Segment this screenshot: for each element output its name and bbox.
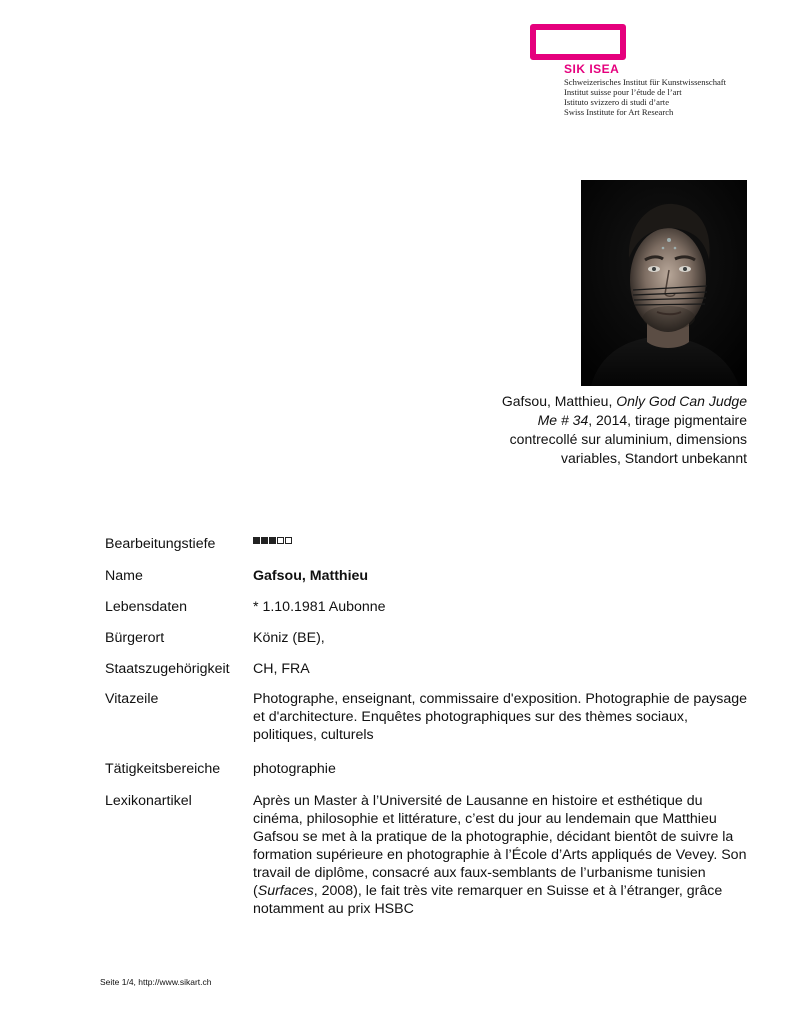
logo-frame-icon [530, 24, 626, 60]
field-value: Gafsou, Matthieu [253, 568, 369, 584]
depth-square-empty-icon [285, 537, 292, 544]
logo-line-fr: Institut suisse pour l’étude de l’art [564, 87, 682, 97]
field-bearbeitungstiefe [105, 535, 755, 567]
lexikon-text-italic: Surfaces [257, 883, 314, 899]
artwork-caption [480, 392, 747, 468]
depth-indicator [253, 535, 293, 555]
logo-line-it: Istituto svizzero di studi d’arte [564, 97, 670, 107]
portrait-illustration [581, 180, 747, 386]
field-label: Bearbeitungstiefe [105, 536, 216, 552]
field-vitazeile [105, 690, 755, 760]
field-value [253, 792, 748, 918]
field-label: Bürgerort [105, 630, 165, 646]
page-footer: Seite 1/4, http://www.sikart.ch [100, 977, 212, 987]
field-value: CH, FRA [253, 661, 310, 677]
sik-isea-logo [530, 24, 760, 117]
lexikon-text-before: Après un Master à l’Université de Lausanne en histoire et esthétique du cinéma, philosophie et littérature, c’est du jour au lendemain que Matthieu Gafsou se met à la pratique de la photographie, décidant bientôt de suivre la formation supérieure en photographie à l’École d’Arts appliqués de Vevey. Son travail de diplôme, consacré aux faux-semblants de l’urbanisme tunisien ( [253, 793, 747, 899]
field-label: Tätigkeitsbereiche [105, 761, 221, 777]
field-name [105, 567, 755, 598]
field-label: Vitazeile [105, 691, 159, 707]
artist-record [105, 535, 755, 918]
field-lexikonartikel [105, 792, 755, 918]
field-label: Name [105, 568, 143, 584]
field-value: * 1.10.1981 Aubonne [253, 599, 386, 615]
field-taetigkeitsbereiche [105, 760, 755, 792]
depth-square-filled-icon [253, 537, 260, 544]
field-value: photographie [253, 761, 336, 777]
field-staatszugehoerigkeit [105, 660, 755, 690]
artwork-image [581, 180, 747, 386]
depth-square-empty-icon [277, 537, 284, 544]
caption-title: Only God Can Judge Me # 34 [537, 393, 747, 428]
field-lebensdaten [105, 598, 755, 629]
logo-brand: SIK ISEA [564, 62, 620, 76]
logo-line-en: Swiss Institute for Art Research [564, 107, 674, 117]
field-label: Lebensdaten [105, 599, 188, 615]
field-buergerort [105, 629, 755, 660]
field-label: Lexikonartikel [105, 793, 192, 809]
depth-square-filled-icon [269, 537, 276, 544]
field-value: Köniz (BE), [253, 630, 325, 646]
caption-details: , 2014, tirage pigmentaire contrecollé sur aluminium, dimensions variables, Standort unbekannt [509, 412, 747, 466]
logo-institute-names [564, 77, 760, 117]
depth-square-filled-icon [261, 537, 268, 544]
logo-line-de: Schweizerisches Institut für Kunstwissenschaft [564, 77, 727, 87]
caption-artist: Gafsou, Matthieu, [501, 393, 617, 409]
field-label: Staatszugehörigkeit [105, 661, 230, 677]
field-value: Photographe, enseignant, commissaire d'exposition. Photographie de paysage et d'architecture. Enquêtes photographiques sur des thèmes sociaux, politiques, culturels [253, 691, 748, 743]
lexikon-text-after: , 2008), le fait très vite remarquer en Suisse et à l’étranger, grâce notamment au prix HSBC [253, 883, 723, 917]
